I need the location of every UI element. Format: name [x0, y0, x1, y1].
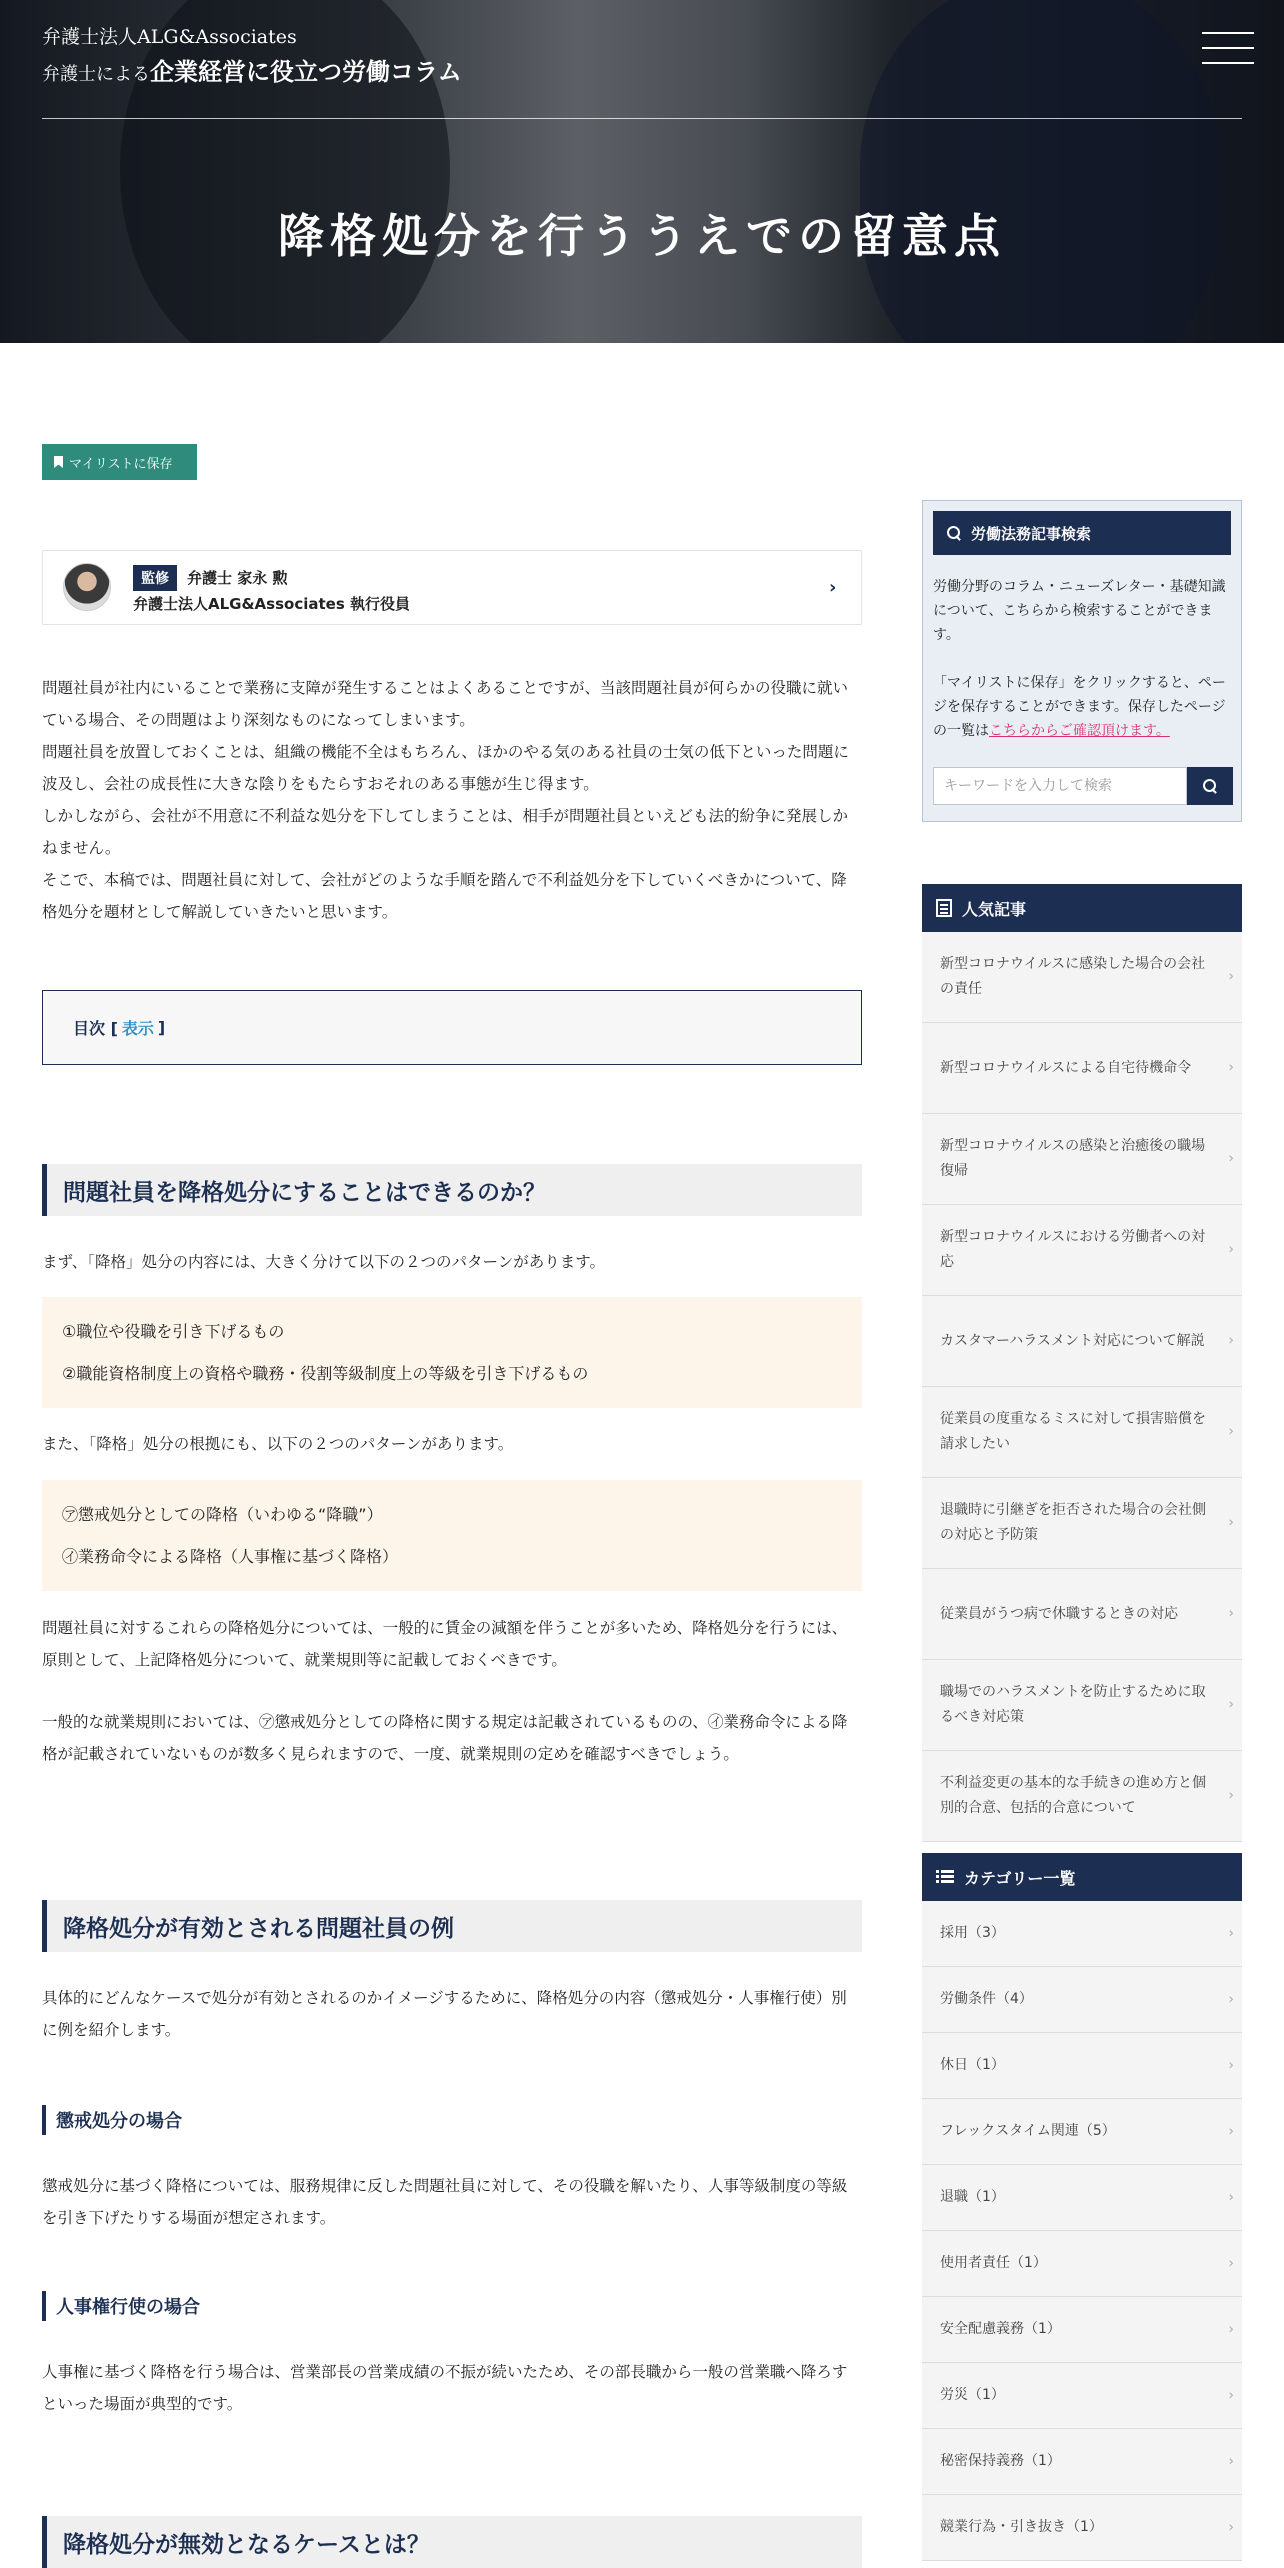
- popular-article-link[interactable]: 新型コロナウイルスに感染した場合の会社の責任 ›: [922, 932, 1242, 1023]
- pattern-box: [42, 1480, 862, 1591]
- chevron-right-icon: ›: [1228, 1332, 1234, 1349]
- category-link[interactable]: 休日（1） ›: [922, 2033, 1242, 2099]
- pattern-item: ②職能資格制度上の資格や職務・役割等級制度上の等級を引き下げるもの: [62, 1364, 589, 1383]
- bookmark-icon: [54, 456, 63, 468]
- subsection-heading: 懲戒処分の場合: [42, 2105, 182, 2135]
- popular-article-link[interactable]: 従業員の度重なるミスに対して損害賠償を請求したい ›: [922, 1387, 1242, 1478]
- intro-text: [42, 672, 862, 928]
- intro-paragraph: 問題社員が社内にいることで業務に支障が発生することはよくあることですが、当該問題社員が何らかの役職に就いている場合、その問題はより深刻なものになってしまいます。: [42, 679, 849, 729]
- search-submit-button[interactable]: [1187, 767, 1233, 805]
- supervisor-badge: 監修: [133, 565, 177, 591]
- category-link[interactable]: 労働条件（4） ›: [922, 1967, 1242, 2033]
- category-link[interactable]: 退職（1） ›: [922, 2165, 1242, 2231]
- chevron-right-icon: ›: [1228, 1925, 1234, 1941]
- brand-firm-name[interactable]: 弁護士法人ALG&Associates: [42, 26, 297, 48]
- section-heading: 降格処分が無効となるケースとは？: [42, 2516, 862, 2568]
- category-link[interactable]: 使用者責任（1） ›: [922, 2231, 1242, 2297]
- chevron-right-icon: ›: [1228, 1696, 1234, 1713]
- site-title-prefix: 弁護士による: [42, 64, 150, 85]
- chevron-right-icon: ›: [1228, 1241, 1234, 1258]
- chevron-right-icon: ›: [1228, 2453, 1234, 2469]
- hero-banner: [0, 0, 1284, 343]
- chevron-right-icon: ›: [1228, 1423, 1234, 1440]
- chevron-right-icon: ›: [1228, 1150, 1234, 1167]
- paragraph: まず、「降格」処分の内容には、大きく分けて以下の２つのパターンがあります。: [42, 1253, 605, 1271]
- popular-article-link[interactable]: 従業員がうつ病で休職するときの対応 ›: [922, 1569, 1242, 1660]
- supervisor-card[interactable]: [42, 550, 862, 625]
- popular-articles-title: 人気記事: [962, 899, 1027, 919]
- search-panel-title: 労働法務記事検索: [971, 524, 1092, 543]
- popular-article-link[interactable]: カスタマーハラスメント対応について解説 ›: [922, 1296, 1242, 1387]
- category-link[interactable]: 競業行為・引き抜き（1） ›: [922, 2495, 1242, 2561]
- intro-paragraph: そこで、本稿では、問題社員に対して、会社がどのような手順を踏んで不利益処分を下していくべきかについて、降格処分を題材として解説していきたいと思います。: [42, 871, 847, 921]
- hero-divider: [42, 118, 1242, 119]
- popular-article-link[interactable]: 新型コロナウイルスによる自宅待機命令 ›: [922, 1023, 1242, 1114]
- popular-articles-list: [922, 932, 1242, 1842]
- mylist-link[interactable]: こちらからご確認頂けます。: [989, 723, 1170, 739]
- paragraph: 問題社員に対するこれらの降格処分については、一般的に賃金の減額を伴うことが多いため、降格処分を行うには、原則として、上記降格処分について、就業規則等に記載しておくべきです。: [42, 1619, 848, 1669]
- categories-title: カテゴリー一覧: [964, 1868, 1076, 1888]
- page-title: 降格処分を行ううえでの留意点: [278, 209, 1006, 263]
- chevron-right-icon: ›: [829, 577, 837, 598]
- search-description: 労働分野のコラム・ニューズレター・基礎知識について、こちらから検索することができます。: [933, 579, 1226, 643]
- intro-paragraph: 問題社員を放置しておくことは、組織の機能不全はもちろん、ほかのやる気のある社員の士気の低下といった問題に波及し、会社の成長性に大きな陰りをもたらすおそれのある事態が生じ得ます。: [42, 743, 849, 793]
- section-heading: 降格処分が有効とされる問題社員の例: [42, 1900, 862, 1952]
- pattern-item: ㋑業務命令による降格（人事権に基づく降格）: [62, 1547, 399, 1566]
- mylist-description: [933, 671, 1233, 743]
- chevron-right-icon: ›: [1228, 1605, 1234, 1622]
- popular-article-link[interactable]: 退職時に引継ぎを拒否された場合の会社側の対応と予防策 ›: [922, 1478, 1242, 1569]
- chevron-right-icon: ›: [1228, 1514, 1234, 1531]
- search-panel-header: [933, 511, 1231, 555]
- chevron-right-icon: ›: [1228, 1991, 1234, 2007]
- document-icon: [936, 899, 952, 917]
- chevron-right-icon: ›: [1228, 2387, 1234, 2403]
- article-search-panel: [922, 500, 1242, 822]
- author-name: 弁護士 家永 勲: [187, 569, 288, 587]
- search-icon: [1203, 779, 1217, 793]
- subsection-heading: 人事権行使の場合: [42, 2291, 200, 2321]
- section-heading: 問題社員を降格処分にすることはできるのか？: [42, 1164, 862, 1216]
- popular-article-link[interactable]: 職場でのハラスメントを防止するために取るべき対応策 ›: [922, 1660, 1242, 1751]
- popular-article-link[interactable]: 新型コロナウイルスの感染と治癒後の職場復帰 ›: [922, 1114, 1242, 1205]
- toc-label: 目次 [: [73, 1019, 118, 1038]
- chevron-right-icon: ›: [1228, 2189, 1234, 2205]
- table-of-contents: [42, 990, 862, 1065]
- mylist-description-text: 「マイリストに保存」をクリックすると、ページを保存することができます。保存したページの一覧は: [933, 675, 1226, 739]
- paragraph: 人事権に基づく降格を行う場合は、営業部長の営業成績の不振が続いたため、その部長職から一般の営業職へ降ろすといった場面が典型的です。: [42, 2363, 848, 2413]
- paragraph: 一般的な就業規則においては、㋐懲戒処分としての降格に関する規定は記載されているものの、㋑業務命令による降格が記載されていないものが数多く見られますので、一度、就業規則の定めを確認すべきでしょう。: [42, 1713, 848, 1763]
- category-link[interactable]: 安全配慮義務（1） ›: [922, 2297, 1242, 2363]
- popular-article-link[interactable]: 不利益変更の基本的な手続きの進め方と個別的合意、包括的合意について ›: [922, 1751, 1242, 1842]
- chevron-right-icon: ›: [1228, 968, 1234, 985]
- avatar: [63, 563, 111, 611]
- chevron-right-icon: ›: [1228, 1787, 1234, 1804]
- save-to-mylist-label: マイリストに保存: [69, 456, 173, 472]
- categories-header: [922, 1853, 1242, 1901]
- paragraph: また、「降格」処分の根拠にも、以下の２つのパターンがあります。: [42, 1435, 514, 1453]
- search-input[interactable]: [933, 767, 1187, 805]
- categories-list: [922, 1901, 1242, 2561]
- category-link[interactable]: 労災（1） ›: [922, 2363, 1242, 2429]
- chevron-right-icon: ›: [1228, 1059, 1234, 1076]
- popular-articles-header: [922, 884, 1242, 932]
- paragraph: 懲戒処分に基づく降格については、服務規律に反した問題社員に対して、その役職を解いたり、人事等級制度の等級を引き下げたりする場面が想定されます。: [42, 2177, 848, 2227]
- pattern-item: ①職位や役職を引き下げるもの: [62, 1322, 285, 1341]
- pattern-item: ㋐懲戒処分としての降格（いわゆる“降職”）: [62, 1505, 383, 1524]
- category-link[interactable]: 秘密保持義務（1） ›: [922, 2429, 1242, 2495]
- chevron-right-icon: ›: [1228, 2519, 1234, 2535]
- site-title[interactable]: [42, 52, 462, 87]
- author-org: 弁護士法人ALG&Associates 執行役員: [133, 595, 410, 613]
- save-to-mylist-button[interactable]: [42, 444, 197, 480]
- chevron-right-icon: ›: [1228, 2321, 1234, 2337]
- list-icon: [936, 1870, 954, 1884]
- category-link[interactable]: 採用（3） ›: [922, 1901, 1242, 1967]
- chevron-right-icon: ›: [1228, 2255, 1234, 2271]
- pattern-box: [42, 1297, 862, 1408]
- intro-paragraph: しかしながら、会社が不用意に不利益な処分を下してしまうことは、相手が問題社員といえども法的紛争に発展しかねません。: [42, 807, 849, 857]
- toc-close-bracket: ]: [157, 1018, 166, 1037]
- search-icon: [947, 526, 961, 540]
- site-title-main: 企業経営に役立つ労働コラム: [150, 58, 462, 86]
- hamburger-menu-icon[interactable]: [1202, 32, 1254, 64]
- toc-toggle-link[interactable]: 表示: [121, 1019, 154, 1038]
- chevron-right-icon: ›: [1228, 2057, 1234, 2073]
- paragraph: 具体的にどんなケースで処分が有効とされるのかイメージするために、降格処分の内容（懲戒処分・人事権行使）別に例を紹介します。: [42, 1989, 847, 2039]
- category-link[interactable]: フレックスタイム関連（5） ›: [922, 2099, 1242, 2165]
- popular-article-link[interactable]: 新型コロナウイルスにおける労働者への対応 ›: [922, 1205, 1242, 1296]
- chevron-right-icon: ›: [1228, 2123, 1234, 2139]
